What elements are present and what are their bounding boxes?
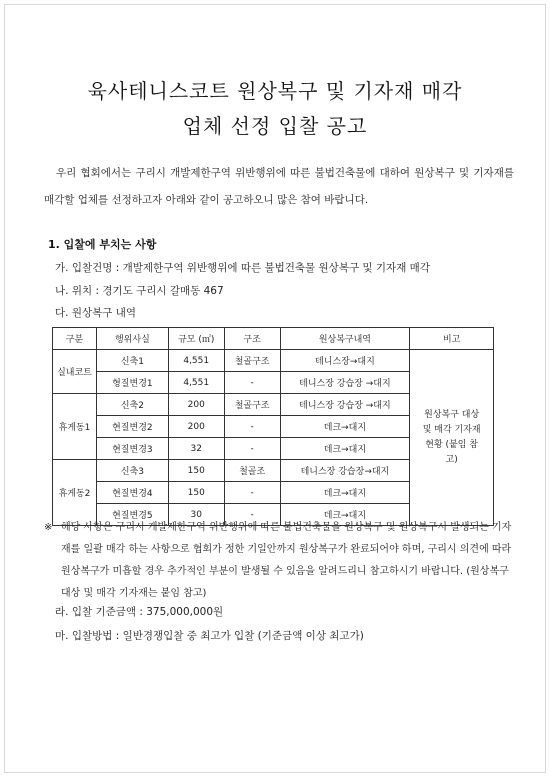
table-cell: 신축3 [96, 460, 168, 482]
header-cell: 비고 [410, 328, 494, 350]
table-cell: 테니스장 강습장 →대지 [280, 394, 410, 416]
group-cell: 휴게동2 [53, 460, 97, 526]
item-ma: 마. 입찰방법 : 일반경쟁입찰 중 최고가 입찰 (기준금액 이상 최고가) [55, 630, 364, 642]
remark-text: 해당 사항은 구리시 개발제한구역 위반행위에 따른 불법건축물을 원상복구 및 원상복구시 발생되는 기자재를 일괄 매각 하는 사항으로 협회가 정한 기일안까지 원상복구가 완료되어야 하며, 구리시 의견에 따라 원상복구가 미흡할 경우 추가적인 부분이 발생될 수 있음을 알려드리니 참고하시기 바랍니다. (원상복구 대상 및 매각 기자재는 붙임 참고) [61, 522, 512, 599]
table-cell: 현질변경5 [96, 504, 168, 526]
table-cell: 신축2 [96, 394, 168, 416]
header-cell: 원상복구내역 [280, 328, 410, 350]
restoration-table [52, 327, 494, 526]
table-cell: - [224, 438, 280, 460]
item-da: 다. 원상복구 내역 [55, 307, 137, 319]
item-na: 나. 위치 : 경기도 구리시 갈매동 467 [55, 285, 224, 297]
table-cell: 형질변경1 [96, 372, 168, 394]
document-subtitle: 업체 선정 입찰 공고 [182, 114, 368, 138]
document-title: 육사테니스코트 원상복구 및 기자재 매각 [87, 79, 463, 103]
table-cell: - [224, 482, 280, 504]
table-cell: 150 [168, 460, 224, 482]
table-row [53, 350, 494, 372]
remarks-cell: 원상복구 대상 및 매각 기자재 현황 (붙임 참고) [410, 350, 494, 526]
remark-note [44, 517, 518, 605]
item-ra: 라. 입찰 기준금액 : 375,000,000원 [55, 606, 224, 618]
table-cell: 데크→대지 [280, 416, 410, 438]
table-cell: - [224, 416, 280, 438]
table-cell: 철골구조 [224, 394, 280, 416]
table-cell: 현질변경4 [96, 482, 168, 504]
table-cell: 4,551 [168, 372, 224, 394]
section-heading: 1. 입찰에 부치는 사항 [48, 238, 157, 251]
table-cell: 30 [168, 504, 224, 526]
group-cell: 휴게동1 [53, 394, 97, 460]
table-cell: 4,551 [168, 350, 224, 372]
table-cell: 신축1 [96, 350, 168, 372]
table-cell: 현질변경3 [96, 438, 168, 460]
table-cell: 150 [168, 482, 224, 504]
table-cell: 현질변경2 [96, 416, 168, 438]
table-cell: 200 [168, 394, 224, 416]
table-cell: 데크→대지 [280, 504, 410, 526]
table-cell: - [224, 372, 280, 394]
header-cell: 행위사실 [96, 328, 168, 350]
table-header-row [53, 328, 494, 350]
intro-paragraph: 우리 협회에서는 구리시 개발제한구역 위반행위에 따른 불법건축물에 대하여 원상복구 및 기자재를 매각할 업체를 선정하고자 아래와 같이 공고하오니 많은 참여 바랍니다. [44, 167, 514, 206]
header-cell: 구분 [53, 328, 97, 350]
table-cell: 철골구조 [224, 350, 280, 372]
table-cell: - [224, 504, 280, 526]
table-cell: 데크→대지 [280, 482, 410, 504]
reference-mark: ※ [44, 522, 53, 533]
table-cell: 32 [168, 438, 224, 460]
table-cell: 200 [168, 416, 224, 438]
table-cell: 데크→대지 [280, 438, 410, 460]
table-cell: 테니스장 강습장→대지 [280, 460, 410, 482]
item-ga: 가. 입찰건명 : 개발제한구역 위반행위에 따른 불법건축물 원상복구 및 기자재 매각 [55, 262, 430, 274]
group-cell: 실내코트 [53, 350, 97, 394]
table-cell: 철골조 [224, 460, 280, 482]
table-cell: 테니스장 강습장 →대지 [280, 372, 410, 394]
header-cell: 구조 [224, 328, 280, 350]
header-cell: 규모 (㎡) [168, 328, 224, 350]
table-cell: 테니스장→대지 [280, 350, 410, 372]
